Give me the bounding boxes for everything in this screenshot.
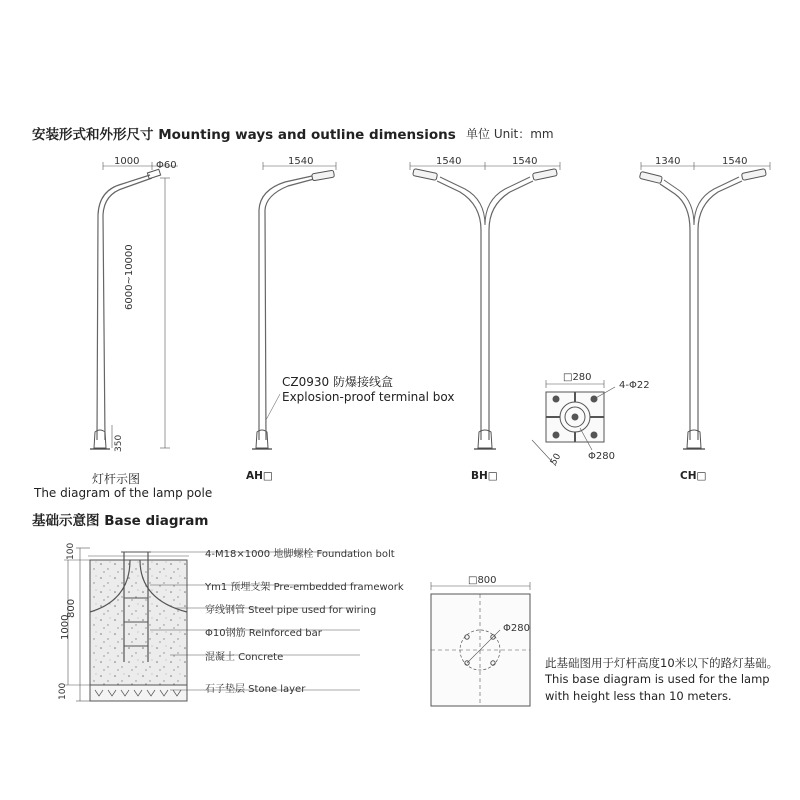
dim-bh-left: 1540 — [436, 156, 462, 167]
flange-holes: 4-Φ22 — [619, 380, 650, 391]
plan-square: □800 — [468, 575, 497, 586]
variant-ch-label: CH□ — [680, 470, 707, 482]
note-cn: 此基础图用于灯杆高度10米以下的路灯基础。 — [545, 656, 779, 670]
section-title-mounting: 安装形式和外形尺寸 Mounting ways and outline dimensions — [32, 127, 456, 143]
base-plan-view — [431, 582, 530, 706]
pole-caption-en: The diagram of the lamp pole — [34, 486, 213, 500]
dim-base-top: 100 — [66, 542, 76, 560]
section-title-base: 基础示意图 Base diagram — [32, 513, 209, 529]
dim-pole-height: 6000~10000 — [124, 244, 135, 310]
dim-base-mid: 800 — [66, 598, 77, 618]
callout-reinforced-bar: Φ10钢筋 Reinforced bar — [205, 628, 322, 639]
lamp-pole-bh — [410, 162, 560, 449]
pole-caption-cn: 灯杆示图 — [92, 472, 141, 486]
dim-base-bottom: 100 — [58, 682, 68, 700]
callout-concrete: 混凝土 Concrete — [205, 652, 284, 663]
callout-pre-embedded: Ym1 预埋支架 Pre-embedded framework — [205, 582, 404, 593]
dim-bh-right: 1540 — [512, 156, 538, 167]
note-en-line2: with height less than 10 meters. — [545, 689, 732, 703]
terminal-box-cn: CZ0930 防爆接线盒 — [282, 375, 393, 389]
flange-circle: Φ280 — [588, 451, 615, 462]
terminal-box-en: Explosion-proof terminal box — [282, 390, 455, 404]
lamp-pole-ch — [639, 162, 770, 449]
variant-ah-label: AH□ — [246, 470, 273, 482]
dim-ch-right: 1540 — [722, 156, 748, 167]
dim-arm-length: 1000 — [114, 156, 140, 167]
lamp-pole-ah — [252, 162, 336, 449]
dim-ch-left: 1340 — [655, 156, 681, 167]
dim-base-total: 1000 — [60, 614, 71, 640]
callout-stone-layer: 石子垫层 Stone layer — [205, 684, 306, 695]
unit-label: 单位 Unit：mm — [466, 127, 554, 141]
callout-foundation-bolt: 4-M18×1000 地脚螺栓 Foundation bolt — [205, 549, 395, 560]
flange-offset: 50 — [549, 452, 564, 467]
plan-circle: Φ280 — [503, 623, 530, 634]
flange-square: □280 — [563, 372, 592, 383]
callout-steel-pipe: 穿线钢管 Steel pipe used for wiring — [205, 605, 377, 616]
variant-bh-label: BH□ — [471, 470, 498, 482]
note-en-line1: This base diagram is used for the lamp — [545, 672, 770, 686]
dim-pole-diameter: Φ60 — [156, 160, 177, 171]
dim-ah: 1540 — [288, 156, 314, 167]
dim-door-height: 350 — [114, 434, 124, 452]
